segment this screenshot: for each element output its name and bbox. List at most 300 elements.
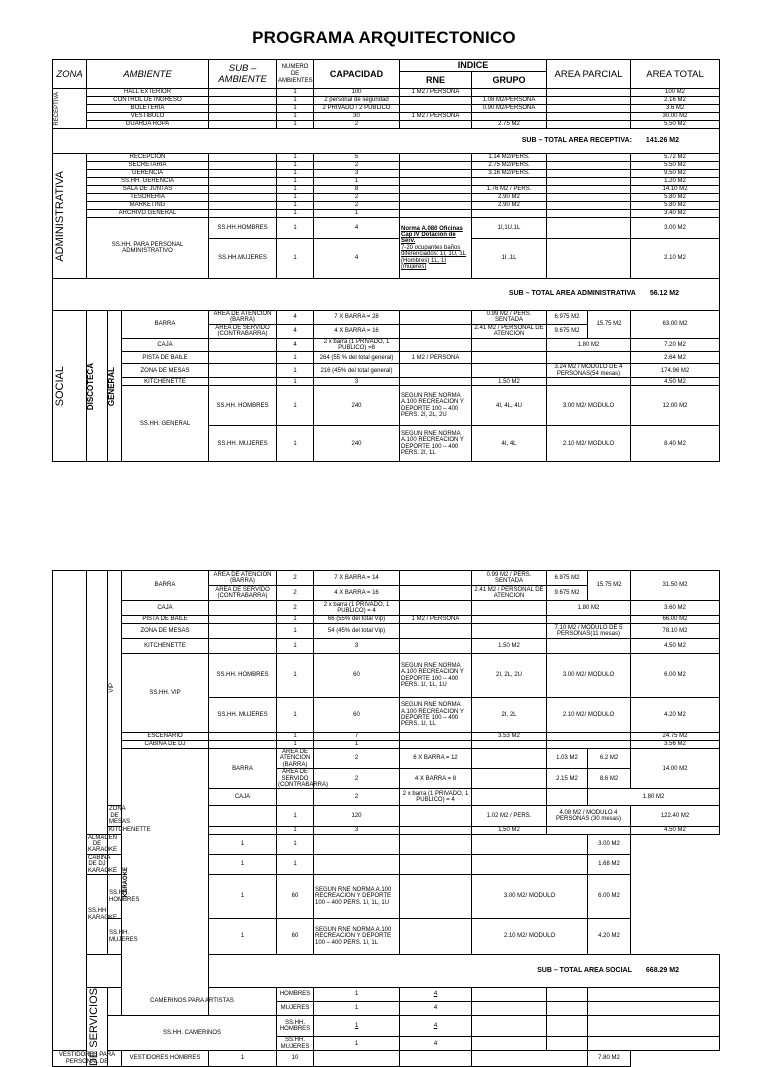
table-cell: 12.00 M2 (631, 386, 720, 426)
table-cell: 15.75 M2 (588, 571, 631, 601)
table-cell: 1.08 M2/PERSONA (472, 97, 547, 105)
program-table-1 (52, 59, 720, 462)
table-cell: SS.HH. MUJERES (277, 1037, 314, 1051)
table-cell (400, 210, 472, 218)
table-cell (547, 1001, 588, 1015)
table-cell: SECRETARIA (87, 162, 209, 170)
table-cell: ZONA DE MESAS (122, 624, 209, 639)
table-cell (472, 616, 547, 624)
table-cell (400, 338, 472, 352)
table-row (53, 311, 720, 325)
table-cell: 7 X BARRA = 28 (314, 311, 400, 325)
table-cell (400, 571, 472, 586)
table-cell: 2.10 M2 (631, 239, 720, 279)
table-cell: 2.10 M2/ MODULO (547, 698, 631, 733)
table-cell: 2 (314, 121, 400, 129)
table-cell (472, 1015, 547, 1037)
table-cell: 4I, 4L, 4U (472, 386, 547, 426)
table-cell (547, 352, 631, 364)
header-area-parcial: AREA PARCIAL (547, 60, 631, 89)
table-row (53, 1051, 720, 1067)
table-cell: 6.2 M2 (588, 749, 631, 769)
table-cell: SS.HH. HOMBRES (108, 875, 122, 919)
table-cell (547, 186, 631, 194)
table-cell: 1 (277, 616, 314, 624)
table-cell: 2 (314, 202, 400, 210)
table-cell (400, 806, 472, 826)
table-cell: 2.64 M2 (631, 352, 720, 364)
table-cell: 5.50 M2 (631, 162, 720, 170)
table-cell: 24.75 M2 (631, 733, 720, 741)
table-cell (547, 178, 631, 186)
table-cell: CAJA (209, 789, 277, 806)
table-cell: 30.00 M2 (631, 113, 720, 121)
table-cell: RECEPCIÓN (87, 154, 209, 162)
table-cell: 1 (277, 834, 314, 854)
table-cell: 3 (314, 826, 400, 834)
subtotal-administrativa (53, 279, 720, 311)
table-cell (400, 105, 472, 113)
table-cell: ZONA DE MESAS (122, 364, 209, 378)
table-cell (400, 311, 472, 325)
table-cell: KITCHENETTE (122, 378, 209, 386)
table-cell: 1.14 M2/PERS. (472, 154, 547, 162)
table-cell: 1 (277, 210, 314, 218)
table-cell: 4 X BARRA = 16 (314, 324, 400, 338)
table-cell: 6.975 M2 (547, 571, 588, 586)
table-cell: 7 X BARRA = 14 (314, 571, 400, 586)
table-cell (400, 875, 472, 919)
table-cell: 2.90 M2 (472, 194, 547, 202)
table-cell: 10 (277, 1051, 314, 1067)
table-cell: 5.80 M2 (631, 194, 720, 202)
table-cell: 1 M2 / PERSONA (400, 89, 472, 97)
table-row (53, 178, 720, 186)
table-cell: 14.10 M2 (631, 186, 720, 194)
table-cell: 8.40 M2 (631, 426, 720, 462)
table-cell: 240 (314, 386, 400, 426)
table-cell: 1 (314, 1037, 400, 1051)
table-cell (400, 97, 472, 105)
table-cell: 4 (400, 1037, 472, 1051)
table-cell: 3.16 M2/PERS. (472, 170, 547, 178)
table-cell (400, 121, 472, 129)
header-grupo: GRUPO (472, 72, 547, 89)
table-cell: SS.HH. GENERAL (122, 386, 209, 462)
norma-a080-cell: Norma A.080 Oficinas Cap IV Dotación de Serv. 7-20 ocupantes baños diferenciados: 1I, 1U, 1L (Hombres) 1L, 1I (mujeres) (400, 218, 472, 279)
table-cell: 1 (314, 1001, 400, 1015)
table-cell (547, 194, 631, 202)
table-cell: ALMACEN DE KARAOKE (88, 834, 118, 854)
table-cell (400, 854, 472, 874)
table-cell (209, 601, 277, 616)
table-cell: 6.975 M2 (547, 311, 588, 325)
table-cell: SEGUN RNE NORMA A.100 RECREACION Y DEPORTE 100 – 400 PERS. 2I, 1L (400, 426, 472, 462)
table-cell: SS.HH.MUJERES (209, 239, 277, 279)
table-cell: 4 (314, 218, 400, 239)
table-cell: KITCHENETTE (122, 639, 209, 654)
table-cell (547, 202, 631, 210)
table-cell: 1 M2 / PERSONA (400, 352, 472, 364)
table-cell: 5.80 M2 (631, 202, 720, 210)
table-cell: 15.75 M2 (588, 311, 631, 339)
table-cell (547, 988, 588, 1002)
table-cell: 31.50 M2 (631, 571, 720, 601)
table-cell (400, 733, 472, 741)
table-cell (209, 741, 277, 749)
table-cell: SEGUN RNE NORMA A.100 RECREACION Y DEPORTE 100 – 400 PERS. 1I, 1L, 1U (314, 875, 400, 919)
table-cell: 216 (45% del total general) (314, 364, 400, 378)
table-cell: SS.HH. CAMERINOS (108, 1015, 277, 1050)
zone-label-karaoke: KARAOKE (122, 749, 209, 1016)
table-cell (209, 826, 277, 834)
table-cell: VESTIDORES PARA PERSONAL DE (53, 1051, 122, 1067)
table-cell: BARRA (209, 749, 277, 789)
table-cell: 4.20 M2 (631, 698, 720, 733)
table-cell (547, 105, 631, 113)
table-cell: 4 (400, 1015, 472, 1037)
table-cell: 2 (314, 194, 400, 202)
table-cell (547, 733, 631, 741)
table-cell (87, 571, 108, 835)
table-cell: 3.60 M2 (631, 601, 720, 616)
table-cell (547, 113, 631, 121)
table-cell (209, 89, 277, 97)
table-cell: 1.80 M2 (547, 601, 631, 616)
table-cell: 1 (277, 386, 314, 426)
table-cell: 3.00 M2/ MODULO (547, 654, 631, 698)
ambiente-cell: HALL EXTERIOR (87, 89, 209, 97)
table-cell: 1 (209, 875, 277, 919)
table-cell (53, 571, 87, 1051)
table-cell: 1 (277, 239, 314, 279)
table-cell: SUB – TOTAL AREA ADMINISTRATIVA 56.12 M2 (53, 279, 720, 311)
table-cell: SS.HH. HOMBRES (209, 386, 277, 426)
zone-label-administrativa: ADMINISTRATIVA (53, 154, 87, 279)
table-cell: 66 (55% del total Vip) (314, 616, 400, 624)
table-cell: 2.10 M2/ MODULO (472, 919, 588, 955)
table-cell: 2I, 2L, 2U (472, 654, 547, 698)
table-cell (472, 1001, 547, 1015)
table-cell (547, 89, 631, 97)
table-cell: 4.50 M2 (631, 378, 720, 386)
table-cell (314, 834, 400, 854)
table-cell: 63.00 M2 (631, 311, 720, 339)
table-cell: 9.675 M2 (547, 324, 588, 338)
table-cell (547, 639, 631, 654)
table-cell: 100 M2 (631, 89, 720, 97)
table-cell: 7 (314, 733, 400, 741)
table-cell: SEGUN RNE NORMA A.100 RECREACION Y DEPORTE 100 – 400 PERS. 2I, 2L, 2U (400, 386, 472, 426)
table-cell: SS.HH. VIP (122, 654, 209, 733)
table-cell: 60 (314, 654, 400, 698)
table-cell: 4 (400, 988, 472, 1002)
table-cell: 1 M2 / PERSONA (400, 616, 472, 624)
table-cell: SS.HH. MUJERES (209, 698, 277, 733)
table-cell (400, 826, 472, 834)
table-cell (547, 154, 631, 162)
table-cell: 2 (314, 749, 400, 769)
table-cell: 1.80 M2 (547, 338, 631, 352)
table-cell: SS.HH. HOMBRES (209, 654, 277, 698)
table-cell: VESTIBULO (87, 113, 209, 121)
table-cell: ZONA DE MESAS (109, 806, 131, 826)
table-cell: 2.41 M2 / PERSONAL DE ATENCION (472, 586, 547, 601)
table-cell: CAJA (122, 601, 209, 616)
table-cell (547, 789, 588, 806)
table-cell (472, 988, 547, 1002)
table-cell: 1.76 M2 / PERS. (472, 186, 547, 194)
table-cell: 1 (277, 698, 314, 733)
program-table-2 (52, 570, 720, 1067)
table-cell: 4 (277, 338, 314, 352)
table-cell: 1 (314, 178, 400, 186)
table-cell (547, 97, 631, 105)
table-cell: SS.HH. MUJERES (209, 426, 277, 462)
table-cell: 2.90 M2 (472, 202, 547, 210)
table-row (53, 988, 720, 1002)
table-cell: 6.00 M2 (631, 654, 720, 698)
table-cell (588, 988, 720, 1002)
table-cell: CONTROL DE INGRESO (87, 97, 209, 105)
table-cell: PISTA DE BAILE (122, 352, 209, 364)
table-cell (547, 826, 631, 834)
header-capacidad: CAPACIDAD (314, 60, 400, 89)
table-cell (547, 1015, 588, 1037)
table-cell: 2.75 M2 (472, 121, 547, 129)
table-cell: 1 (277, 113, 314, 121)
table-cell: 2 (277, 586, 314, 601)
header-ambiente: AMBIENTE (87, 60, 209, 89)
table-cell: 6.00 M2 (588, 875, 631, 919)
table-cell: CAMERINOS PARA ARTISTAS (108, 988, 277, 1016)
zone-label-social: SOCIAL (53, 311, 87, 462)
table-cell: CAJA (122, 338, 209, 352)
table-cell: 3 (314, 639, 400, 654)
table-cell (209, 616, 277, 624)
table-cell: AREA DE SERVIDO (CONTRABARRA) (209, 586, 277, 601)
table-cell: CABINA DE DJ KARAOKE (88, 854, 118, 874)
table-cell (588, 1001, 720, 1015)
table-cell: 66.00 M2 (631, 616, 720, 624)
table-cell: 2.41 M2 / PERSONAL DE ATENCION (472, 324, 547, 338)
table-cell: 4.50 M2 (631, 826, 720, 834)
page-title: PROGRAMA ARQUITECTONICO (252, 28, 516, 47)
table-cell: 60 (277, 875, 314, 919)
table-cell: SS.HH. PARA PERSONAL ADMINISTRATIVO (87, 218, 209, 279)
table-cell (209, 624, 277, 639)
table-cell: 3.00 M2 (588, 834, 631, 854)
table-cell: 2.75 M2/PERS. (472, 162, 547, 170)
table-cell: 1 (277, 178, 314, 186)
table-row (53, 97, 720, 105)
table-cell: 9.50 M2 (631, 170, 720, 178)
table-row (53, 733, 720, 741)
table-cell: 4 X BARRA = 16 (314, 586, 400, 601)
table-cell (209, 186, 277, 194)
table-cell (209, 121, 277, 129)
subtotal-social (53, 955, 720, 988)
table-cell: SS.HH. MUJERES (108, 919, 122, 955)
table-cell: 122.40 M2 (631, 806, 720, 826)
zone-label-vip: VIP (108, 571, 122, 806)
table-cell: 1.50 M2 (472, 378, 547, 386)
table-cell: 4 (277, 311, 314, 325)
table-cell (472, 338, 547, 352)
table-cell: 9.675 M2 (547, 586, 588, 601)
table-cell: 2 (277, 601, 314, 616)
table-row (53, 654, 720, 698)
table-cell: 2 PRIVADO / 2 PUBLICO (314, 105, 400, 113)
table-cell (209, 162, 277, 170)
table-cell (472, 834, 588, 854)
table-cell (472, 364, 547, 378)
table-cell: 1 (277, 624, 314, 639)
table-cell: 1 (314, 988, 400, 1002)
table-cell: 1 (277, 378, 314, 386)
table-row (53, 601, 720, 616)
table-cell (400, 202, 472, 210)
table-cell: 1I,1U,1L (472, 218, 547, 239)
table-cell: 1 (277, 97, 314, 105)
table-row (53, 210, 720, 218)
table-cell (472, 352, 547, 364)
table-cell: AREA DE ATENCION (BARRA) (277, 749, 314, 769)
table-row (53, 741, 720, 749)
table-cell: 1 (277, 105, 314, 113)
table-cell: 1 (277, 741, 314, 749)
table-cell (314, 1051, 400, 1067)
table-cell: 1.02 M2 / PERS. (472, 806, 547, 826)
table-cell: 1I ,1L (472, 239, 547, 279)
table-cell: 1 (277, 218, 314, 239)
table-cell: 3.6 M2 (631, 105, 720, 113)
table-cell (400, 834, 472, 854)
table-cell: HOMBRES (277, 988, 314, 1002)
table-cell: SUB – TOTAL AREA SOCIAL 668.29 M2 (87, 955, 720, 988)
table-cell: 7.10 M2 / MODULO DE 5 PERSONAS(11 mesas) (547, 624, 631, 639)
table-cell: 60 (277, 919, 314, 955)
table-cell: 2 (314, 162, 400, 170)
table-cell: 2 (314, 789, 400, 806)
table-row (53, 571, 720, 586)
table-cell (209, 113, 277, 121)
table-cell: AREA DE ATENCION (BARRA) (209, 311, 277, 325)
table-cell (400, 178, 472, 186)
table-cell: 2.15 M2 (547, 769, 588, 789)
table-cell (209, 178, 277, 186)
table-cell (400, 741, 472, 749)
table-cell (209, 97, 277, 105)
zone-label-receptiva: RECEPTIVA (53, 89, 87, 129)
table-cell: SS.HH. GERENCIA (87, 178, 209, 186)
table-cell (400, 324, 472, 338)
table-cell: 5 (314, 154, 400, 162)
table-cell: 1 (277, 89, 314, 97)
table-cell (400, 154, 472, 162)
table-row (53, 378, 720, 386)
table-cell (472, 1051, 588, 1067)
table-row (53, 749, 720, 769)
table-cell: 2 personal de seguridad (314, 97, 400, 105)
table-cell: 1.80 M2 (588, 789, 720, 806)
table-cell (547, 121, 631, 129)
table-row (53, 364, 720, 378)
table-cell (472, 113, 547, 121)
table-cell (209, 364, 277, 378)
table-cell: 0.99 M2 / PERS. SENTADA (472, 311, 547, 325)
table-cell: 54 (45% del total Vip) (314, 624, 400, 639)
header-indice: INDICE (400, 60, 547, 72)
table-cell (472, 1037, 547, 1051)
table-cell: BOLETERIA (87, 105, 209, 113)
table-cell: PISTA DE BAILE (122, 616, 209, 624)
table-cell: 2.10 M2/ MODULO (547, 426, 631, 462)
table-cell: 4 (314, 239, 400, 279)
table-cell: 1 M2 / PERSONA (400, 113, 472, 121)
table-cell (547, 218, 631, 239)
table-cell: 174.96 M2 (631, 364, 720, 378)
table-cell: 4.20 M2 (588, 919, 631, 955)
table-cell: SEGUN RNE NORMA A.100 RECREACION Y DEPORTE 100 – 400 PERS. 1I, 1L, 1U (400, 654, 472, 698)
table-row (53, 352, 720, 364)
table-cell: 7.80 M2 (588, 1051, 631, 1067)
table-cell (314, 854, 400, 874)
table-cell: 1 (277, 364, 314, 378)
table-cell: MARKETING (87, 202, 209, 210)
table-cell: 1 (277, 426, 314, 462)
table-cell: 2 x barra (1 PRIVADO, 1 PUBLICO) = 4 (314, 601, 400, 616)
table-cell: SUB – TOTAL AREA RECEPTIVA: 141.26 M2 (53, 129, 720, 154)
table-cell (472, 178, 547, 186)
table-row (53, 616, 720, 624)
table-cell (472, 741, 547, 749)
table-cell: 1 (277, 154, 314, 162)
table-cell: 2 x barra (1 PRIVADO, 1 PUBLICO) = 4 (400, 789, 472, 806)
table-cell (209, 194, 277, 202)
table-cell: 7.20 M2 (631, 338, 720, 352)
table-row (53, 89, 720, 97)
table-cell (547, 741, 631, 749)
table-cell (400, 624, 472, 639)
header-sub-ambiente: SUB – AMBIENTE (209, 60, 277, 89)
table-cell: 1 (277, 733, 314, 741)
table-cell: 1 (314, 1015, 400, 1037)
table-cell (400, 170, 472, 178)
table-cell: 2.16 M2 (631, 97, 720, 105)
table-row (53, 639, 720, 654)
table-cell (472, 749, 547, 769)
table-cell: GERENCIA (87, 170, 209, 178)
table-cell: 4 (277, 324, 314, 338)
table-cell (400, 586, 472, 601)
table-cell (209, 154, 277, 162)
table-cell (547, 210, 631, 218)
table-cell (400, 919, 472, 955)
table-row (53, 60, 720, 72)
table-cell: 2 (314, 769, 400, 789)
table-cell: 2 x barra (1 PRIVADO, 1 PUBLICO) =8 (314, 338, 400, 352)
table-cell (547, 616, 631, 624)
table-cell: 1.50 M2 (472, 639, 547, 654)
table-row (53, 1015, 720, 1037)
table-cell (209, 338, 277, 352)
table-cell: SS.HH. HOMBRES (277, 1015, 314, 1037)
table-cell: SEGUN RNE NORMA A.100 RECREACION Y DEPORTE 100 – 400 PERS. 1I, 1L (400, 698, 472, 733)
table-cell: SS.HH.HOMBRES (209, 218, 277, 239)
table-cell: 1 (277, 202, 314, 210)
table-cell: SS.HH. KARAOKE (87, 875, 108, 955)
